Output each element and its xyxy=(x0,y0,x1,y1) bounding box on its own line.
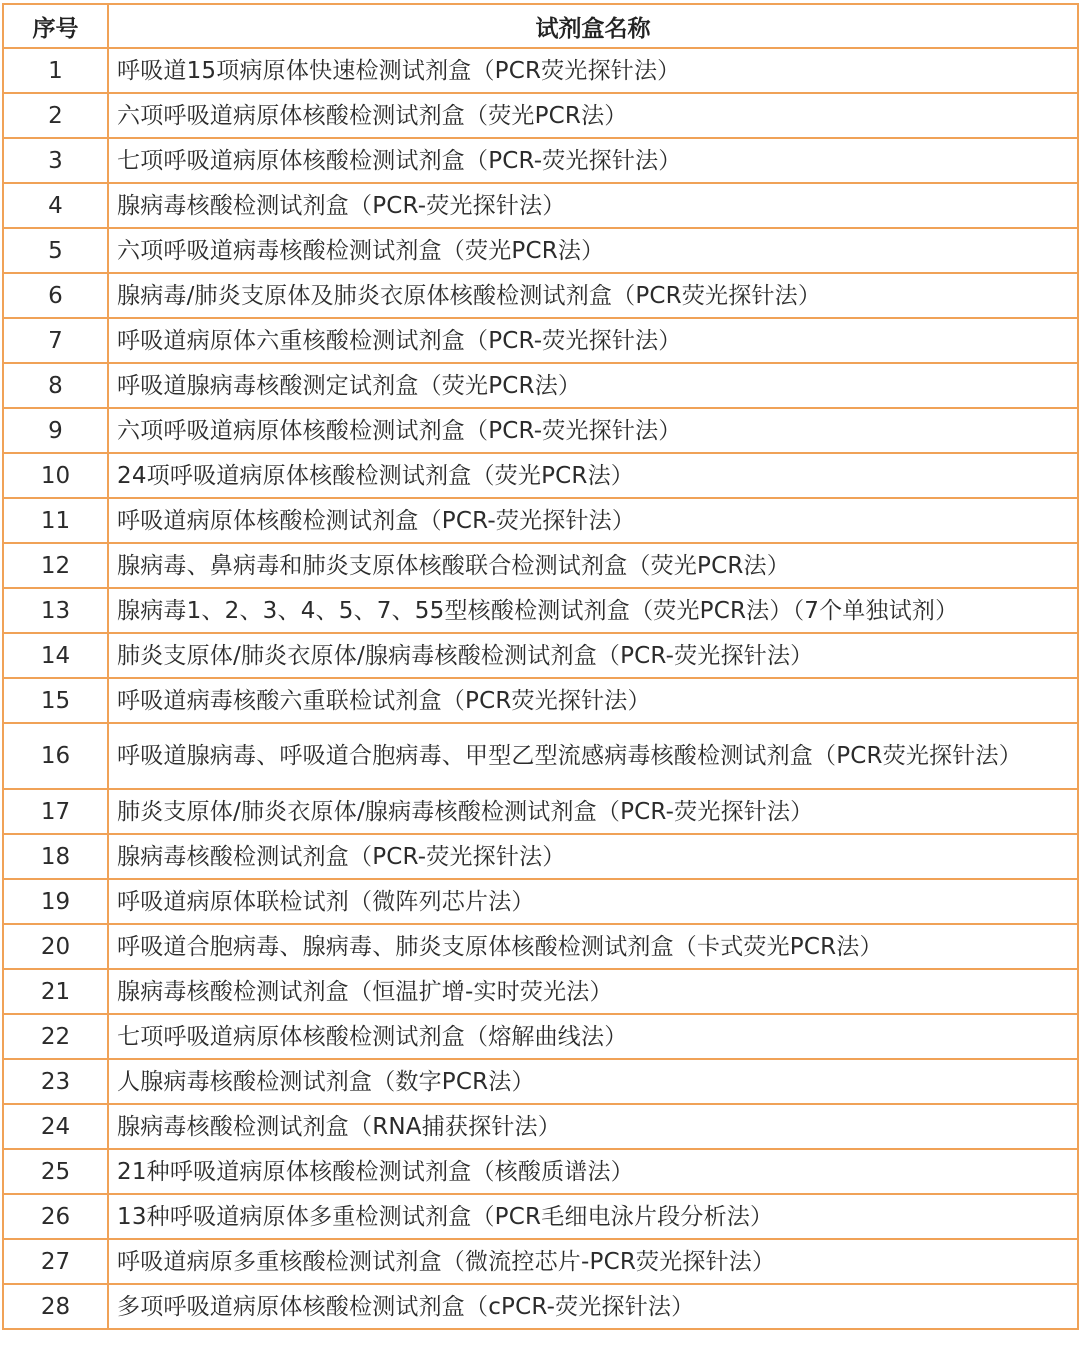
row-serial-number: 5 xyxy=(3,228,108,273)
table-row xyxy=(3,1014,1078,1059)
table-row xyxy=(3,1284,1078,1329)
row-kit-name: 腺病毒核酸检测试剂盒（恒温扩增-实时荧光法） xyxy=(108,969,1078,1014)
row-serial-number: 23 xyxy=(3,1059,108,1104)
table-row xyxy=(3,834,1078,879)
row-kit-name: 六项呼吸道病原体核酸检测试剂盒（荧光PCR法） xyxy=(108,93,1078,138)
row-kit-name: 腺病毒核酸检测试剂盒（RNA捕获探针法） xyxy=(108,1104,1078,1149)
table-row xyxy=(3,1239,1078,1284)
table-row xyxy=(3,588,1078,633)
row-serial-number: 10 xyxy=(3,453,108,498)
row-serial-number: 22 xyxy=(3,1014,108,1059)
row-serial-number: 26 xyxy=(3,1194,108,1239)
row-serial-number: 19 xyxy=(3,879,108,924)
row-serial-number: 24 xyxy=(3,1104,108,1149)
row-kit-name: 腺病毒核酸检测试剂盒（PCR-荧光探针法） xyxy=(108,834,1078,879)
row-serial-number: 6 xyxy=(3,273,108,318)
table-row xyxy=(3,1104,1078,1149)
row-serial-number: 17 xyxy=(3,789,108,834)
row-kit-name: 腺病毒1、2、3、4、5、7、55型核酸检测试剂盒（荧光PCR法）（7个单独试剂） xyxy=(108,588,1078,633)
row-kit-name: 21种呼吸道病原体核酸检测试剂盒（核酸质谱法） xyxy=(108,1149,1078,1194)
table-row xyxy=(3,1194,1078,1239)
table-row xyxy=(3,789,1078,834)
row-serial-number: 11 xyxy=(3,498,108,543)
table-row xyxy=(3,678,1078,723)
table-row xyxy=(3,228,1078,273)
row-kit-name: 腺病毒、鼻病毒和肺炎支原体核酸联合检测试剂盒（荧光PCR法） xyxy=(108,543,1078,588)
row-kit-name: 13种呼吸道病原体多重检测试剂盒（PCR毛细电泳片段分析法） xyxy=(108,1194,1078,1239)
table-row xyxy=(3,273,1078,318)
row-kit-name: 腺病毒核酸检测试剂盒（PCR-荧光探针法） xyxy=(108,183,1078,228)
row-kit-name: 呼吸道病原体联检试剂（微阵列芯片法） xyxy=(108,879,1078,924)
row-serial-number: 2 xyxy=(3,93,108,138)
table-row xyxy=(3,969,1078,1014)
row-kit-name: 呼吸道病原多重核酸检测试剂盒（微流控芯片-PCR荧光探针法） xyxy=(108,1239,1078,1284)
row-kit-name: 呼吸道病原体核酸检测试剂盒（PCR-荧光探针法） xyxy=(108,498,1078,543)
header-kit-name: 试剂盒名称 xyxy=(108,4,1078,48)
row-serial-number: 7 xyxy=(3,318,108,363)
row-serial-number: 1 xyxy=(3,48,108,93)
row-kit-name: 肺炎支原体/肺炎衣原体/腺病毒核酸检测试剂盒（PCR-荧光探针法） xyxy=(108,789,1078,834)
row-kit-name: 七项呼吸道病原体核酸检测试剂盒（PCR-荧光探针法） xyxy=(108,138,1078,183)
row-serial-number: 4 xyxy=(3,183,108,228)
row-kit-name: 呼吸道合胞病毒、腺病毒、肺炎支原体核酸检测试剂盒（卡式荧光PCR法） xyxy=(108,924,1078,969)
table-row xyxy=(3,924,1078,969)
row-serial-number: 14 xyxy=(3,633,108,678)
row-serial-number: 15 xyxy=(3,678,108,723)
row-kit-name: 七项呼吸道病原体核酸检测试剂盒（熔解曲线法） xyxy=(108,1014,1078,1059)
row-serial-number: 13 xyxy=(3,588,108,633)
row-serial-number: 8 xyxy=(3,363,108,408)
row-kit-name: 呼吸道腺病毒、呼吸道合胞病毒、甲型乙型流感病毒核酸检测试剂盒（PCR荧光探针法） xyxy=(108,723,1078,789)
row-kit-name: 呼吸道腺病毒核酸测定试剂盒（荧光PCR法） xyxy=(108,363,1078,408)
table-row xyxy=(3,498,1078,543)
row-kit-name: 六项呼吸道病原体核酸检测试剂盒（PCR-荧光探针法） xyxy=(108,408,1078,453)
table-row xyxy=(3,879,1078,924)
row-serial-number: 20 xyxy=(3,924,108,969)
row-serial-number: 25 xyxy=(3,1149,108,1194)
row-kit-name: 腺病毒/肺炎支原体及肺炎衣原体核酸检测试剂盒（PCR荧光探针法） xyxy=(108,273,1078,318)
table-row xyxy=(3,48,1078,93)
table-row xyxy=(3,723,1078,789)
row-kit-name: 人腺病毒核酸检测试剂盒（数字PCR法） xyxy=(108,1059,1078,1104)
table-row xyxy=(3,453,1078,498)
table-body xyxy=(3,48,1078,1329)
table-row xyxy=(3,408,1078,453)
row-kit-name: 呼吸道病毒核酸六重联检试剂盒（PCR荧光探针法） xyxy=(108,678,1078,723)
table-row xyxy=(3,93,1078,138)
row-kit-name: 24项呼吸道病原体核酸检测试剂盒（荧光PCR法） xyxy=(108,453,1078,498)
row-kit-name: 多项呼吸道病原体核酸检测试剂盒（cPCR-荧光探针法） xyxy=(108,1284,1078,1329)
table-row xyxy=(3,543,1078,588)
row-kit-name: 肺炎支原体/肺炎衣原体/腺病毒核酸检测试剂盒（PCR-荧光探针法） xyxy=(108,633,1078,678)
kit-table-container xyxy=(2,3,1077,1330)
kit-table xyxy=(2,3,1079,1330)
row-kit-name: 呼吸道15项病原体快速检测试剂盒（PCR荧光探针法） xyxy=(108,48,1078,93)
row-serial-number: 3 xyxy=(3,138,108,183)
header-serial-number: 序号 xyxy=(3,4,108,48)
row-serial-number: 12 xyxy=(3,543,108,588)
table-row xyxy=(3,138,1078,183)
table-row xyxy=(3,318,1078,363)
table-row xyxy=(3,183,1078,228)
row-kit-name: 呼吸道病原体六重核酸检测试剂盒（PCR-荧光探针法） xyxy=(108,318,1078,363)
table-header-row xyxy=(3,4,1078,48)
row-serial-number: 28 xyxy=(3,1284,108,1329)
row-serial-number: 21 xyxy=(3,969,108,1014)
row-serial-number: 18 xyxy=(3,834,108,879)
table-row xyxy=(3,633,1078,678)
row-kit-name: 六项呼吸道病毒核酸检测试剂盒（荧光PCR法） xyxy=(108,228,1078,273)
table-row xyxy=(3,1059,1078,1104)
row-serial-number: 16 xyxy=(3,723,108,789)
table-row xyxy=(3,363,1078,408)
row-serial-number: 9 xyxy=(3,408,108,453)
row-serial-number: 27 xyxy=(3,1239,108,1284)
table-row xyxy=(3,1149,1078,1194)
